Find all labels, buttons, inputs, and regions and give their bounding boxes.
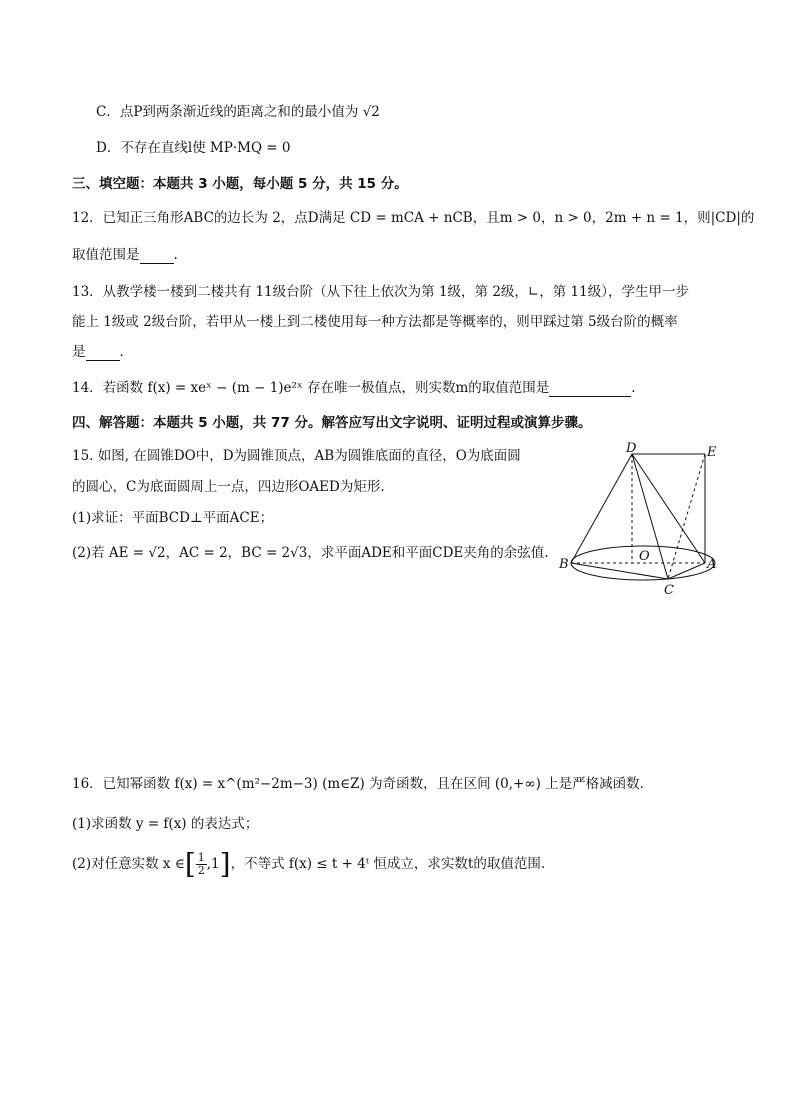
- cone-figure: [555, 442, 735, 602]
- option-c: C．点P到两条渐近线的距离之和的最小值为 √2: [96, 104, 380, 120]
- q13-line1: 13．从教学楼一楼到二楼共有 11级台阶（从下往上依次为第 1级，第 2级，∟，第 11级），学生甲一步: [72, 284, 689, 300]
- label-B: B: [559, 557, 569, 572]
- section-4-heading: 四、解答题：本题共 5 小题，共 77 分。解答应写出文字说明、证明过程或演算步骤。: [72, 415, 592, 431]
- segment-DC: [632, 454, 668, 579]
- label-D: D: [626, 442, 637, 456]
- q15-part1: (1)求证：平面BCD⊥平面ACE；: [72, 510, 274, 526]
- q15-line1: 15. 如图, 在圆锥DO中，D为圆锥顶点，AB为圆锥底面的直径，O为底面圆: [72, 448, 521, 464]
- label-C: C: [664, 583, 674, 598]
- frac-denominator: 2: [197, 864, 205, 877]
- option-d: D．不存在直线l使 MP·MQ = 0: [96, 140, 291, 156]
- section-3-heading: 三、填空题：本题共 3 小题，每小题 5 分，共 15 分。: [72, 176, 408, 192]
- fraction-one-half: [196, 852, 207, 877]
- q14-answer-blank[interactable]: [549, 382, 631, 397]
- q15-part2: (2)若 AE = √2，AC = 2，BC = 2√3，求平面ADE和平面CDE夹角的余弦值.: [72, 545, 549, 561]
- left-bracket: [: [184, 847, 196, 881]
- q15-line2: 的圆心，C为底面圆周上一点，四边形OAED为矩形.: [72, 479, 385, 495]
- q16-part2-prefix: (2)对任意实数 x ∈: [72, 856, 185, 872]
- segment-BC: [571, 563, 668, 579]
- q14-text: 14．若函数 f(x) = xeˣ − (m − 1)e²ˣ 存在唯一极值点，则实数m的取值范围是: [72, 380, 550, 396]
- q12-line2: 取值范围是 .: [72, 247, 178, 263]
- q14: 14．若函数 f(x) = xeˣ − (m − 1)e²ˣ 存在唯一极值点，则实数m的取值范围是 .: [72, 380, 636, 396]
- q13-line2: 能上 1级或 2级台阶，若甲从一楼上到二楼使用每一种方法都是等概率的，则甲踩过第 5级台阶的概率: [72, 314, 678, 330]
- q12-line1: 12．已知正三角形ABC的边长为 2，点D满足 CD = mCA + nCB，且m > 0，n > 0，2m + n = 1，则|CD|的: [72, 210, 755, 226]
- interval-end: ,1: [206, 856, 220, 872]
- q13-line3: 是 ．: [72, 344, 133, 360]
- right-bracket: ]: [219, 847, 231, 881]
- q12-line2-text: 取值范围是: [72, 247, 140, 263]
- q13-answer-blank[interactable]: [86, 346, 120, 361]
- label-A: A: [707, 557, 717, 572]
- q13-line3-text: 是: [72, 344, 86, 360]
- frac-numerator: 1: [197, 851, 205, 864]
- q16-part2-suffix: ，不等式 f(x) ≤ t + 4ᵗ 恒成立，求实数t的取值范围.: [230, 856, 546, 872]
- q12-answer-blank[interactable]: [140, 249, 174, 264]
- label-O: O: [639, 549, 650, 564]
- q16-part1: (1)求函数 y = f(x) 的表达式；: [72, 816, 259, 832]
- q16-line1: 16．已知幂函数 f(x) = x^(m²−2m−3) (m∈Z) 为奇函数，且在区间 (0,+∞) 上是严格减函数.: [72, 776, 644, 792]
- q16-part2: [72, 847, 546, 881]
- label-E: E: [707, 445, 717, 460]
